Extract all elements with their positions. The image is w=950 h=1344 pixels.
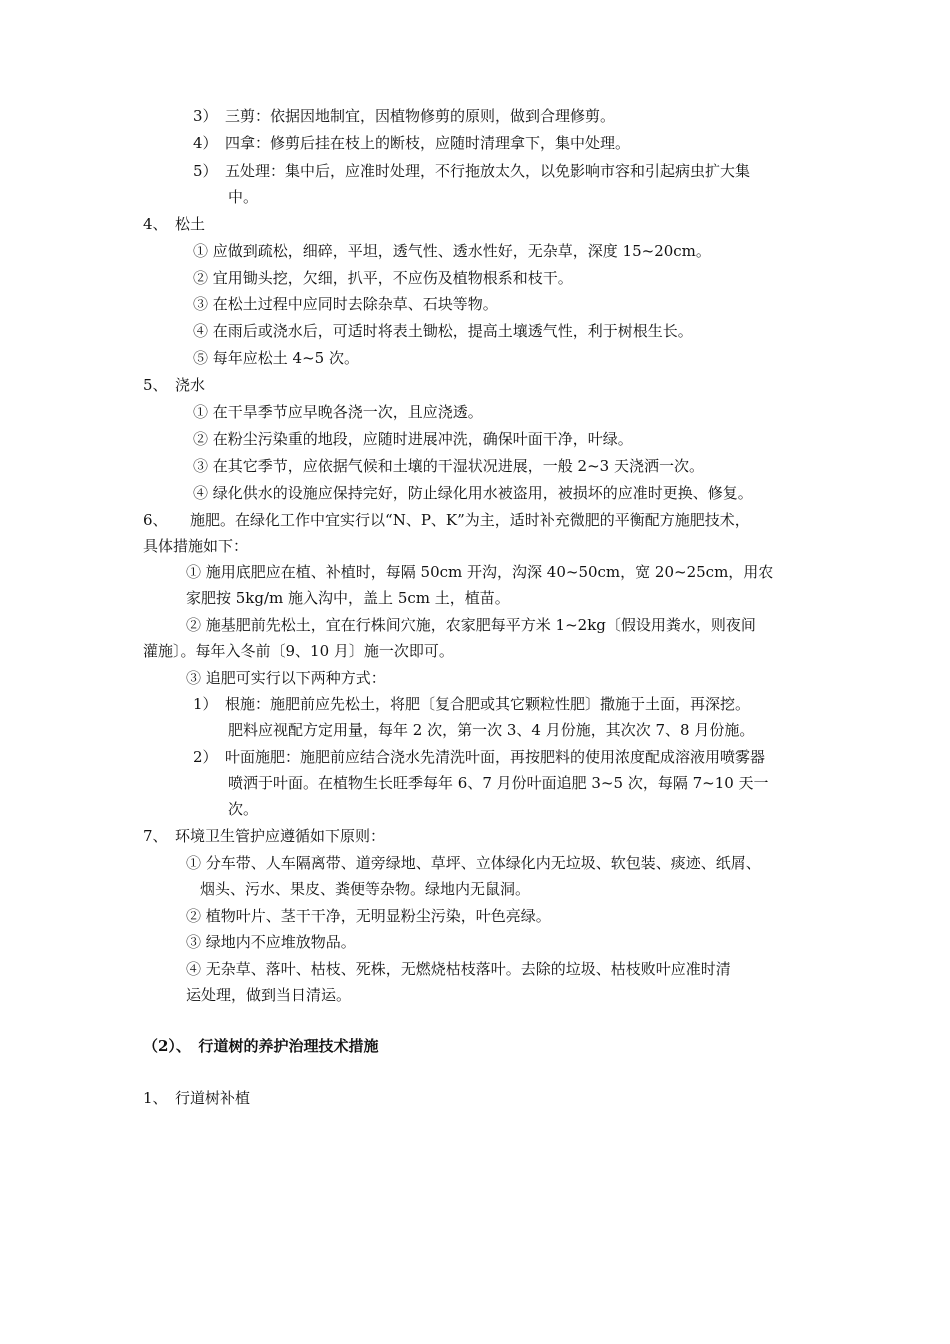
- text-line: ① 应做到疏松，细碎，平坦，透气性、透水性好，无杂草，深度 15~20cm。: [193, 242, 711, 260]
- text-line: ① 在干旱季节应早晚各浇一次，且应浇透。: [193, 403, 483, 421]
- text-line: 中。: [228, 188, 259, 206]
- text-line: 具体措施如下：: [143, 537, 249, 555]
- section-heading-7: 7、 环境卫生管护应遵循如下原则：: [143, 827, 386, 845]
- text-line: ③ 在松土过程中应同时去除杂草、石块等物。: [193, 295, 498, 313]
- text-line: ⑤ 每年应松土 4~5 次。: [193, 349, 359, 367]
- text-line: ② 施基肥前先松土，宜在行株间穴施，农家肥每平方米 1~2kg〔假设用粪水，则夜间: [186, 616, 756, 634]
- text-line: 5） 五处理：集中后，应准时处理，不行拖放太久，以免影响市容和引起病虫扩大集: [193, 162, 751, 180]
- text-line: ② 植物叶片、茎干干净，无明显粉尘污染，叶色亮绿。: [186, 907, 551, 925]
- text-line: ② 宜用锄头挖，欠细，扒平，不应伤及植物根系和枝干。: [193, 269, 573, 287]
- text-line: ③ 绿地内不应堆放物品。: [186, 933, 356, 951]
- text-line: 烟头、污水、果皮、粪便等杂物。绿地内无鼠洞。: [200, 880, 531, 898]
- list-item-1: 1、 行道树补植: [143, 1089, 251, 1107]
- text-line: ① 分车带、人车隔离带、道旁绿地、草坪、立体绿化内无垃圾、软包装、痰迹、纸屑、: [186, 854, 761, 872]
- text-line: 肥料应视配方定用量，每年 2 次，第一次 3、4 月份施，其次次 7、8 月份施。: [228, 721, 755, 739]
- section-heading-5: 5、 浇水: [143, 376, 206, 394]
- text-line: ④ 绿化供水的设施应保持完好，防止绿化用水被盗用，被损坏的应准时更换、修复。: [193, 484, 753, 502]
- text-line: 喷洒于叶面。在植物生长旺季每年 6、7 月份叶面追肥 3~5 次，每隔 7~10 天一: [228, 774, 769, 792]
- text-line: ① 施用底肥应在植、补植时，每隔 50cm 开沟，沟深 40~50cm，宽 20~25cm，用农: [186, 563, 774, 581]
- text-line: ④ 在雨后或浇水后，可适时将表土锄松，提高土壤透气性，利于树根生长。: [193, 322, 693, 340]
- text-line: 1） 根施：施肥前应先松土，将肥〔复合肥或其它颗粒性肥〕撒施于土面，再深挖。: [193, 695, 751, 713]
- text-line: ③ 追肥可实行以下两种方式：: [186, 669, 386, 687]
- text-line: 4） 四拿：修剪后挂在枝上的断枝，应随时清理拿下，集中处理。: [193, 134, 631, 152]
- section-heading-4: 4、 松土: [143, 215, 206, 233]
- text-line: ④ 无杂草、落叶、枯枝、死株，无燃烧枯枝落叶。去除的垃圾、枯枝败叶应准时清: [186, 960, 731, 978]
- text-line: ③ 在其它季节，应依据气候和土壤的干湿状况进展，一般 2~3 天浇洒一次。: [193, 457, 704, 475]
- text-line: 灌施〕。每年入冬前〔9、10 月〕施一次即可。: [143, 642, 454, 660]
- text-line: 次。: [228, 800, 259, 818]
- text-line: 家肥按 5kg/m 施入沟中，盖上 5cm 土，植苗。: [186, 589, 510, 607]
- subsection-title: （2）、 行道树的养护治理技术措施: [143, 1037, 379, 1055]
- text-line: 3） 三剪：依据因地制宜，因植物修剪的原则，做到合理修剪。: [193, 107, 616, 125]
- text-line: 2） 叶面施肥：施肥前应结合浇水先清洗叶面，再按肥料的使用浓度配成溶液用喷雾器: [193, 748, 766, 766]
- text-line: 运处理，做到当日清运。: [186, 986, 352, 1004]
- section-heading-6: 6、 施肥。在绿化工作中宜实行以“N、P、K”为主，适时补充微肥的平衡配方施肥技术，: [143, 511, 750, 529]
- text-line: ② 在粉尘污染重的地段，应随时进展冲洗，确保叶面干净，叶绿。: [193, 430, 633, 448]
